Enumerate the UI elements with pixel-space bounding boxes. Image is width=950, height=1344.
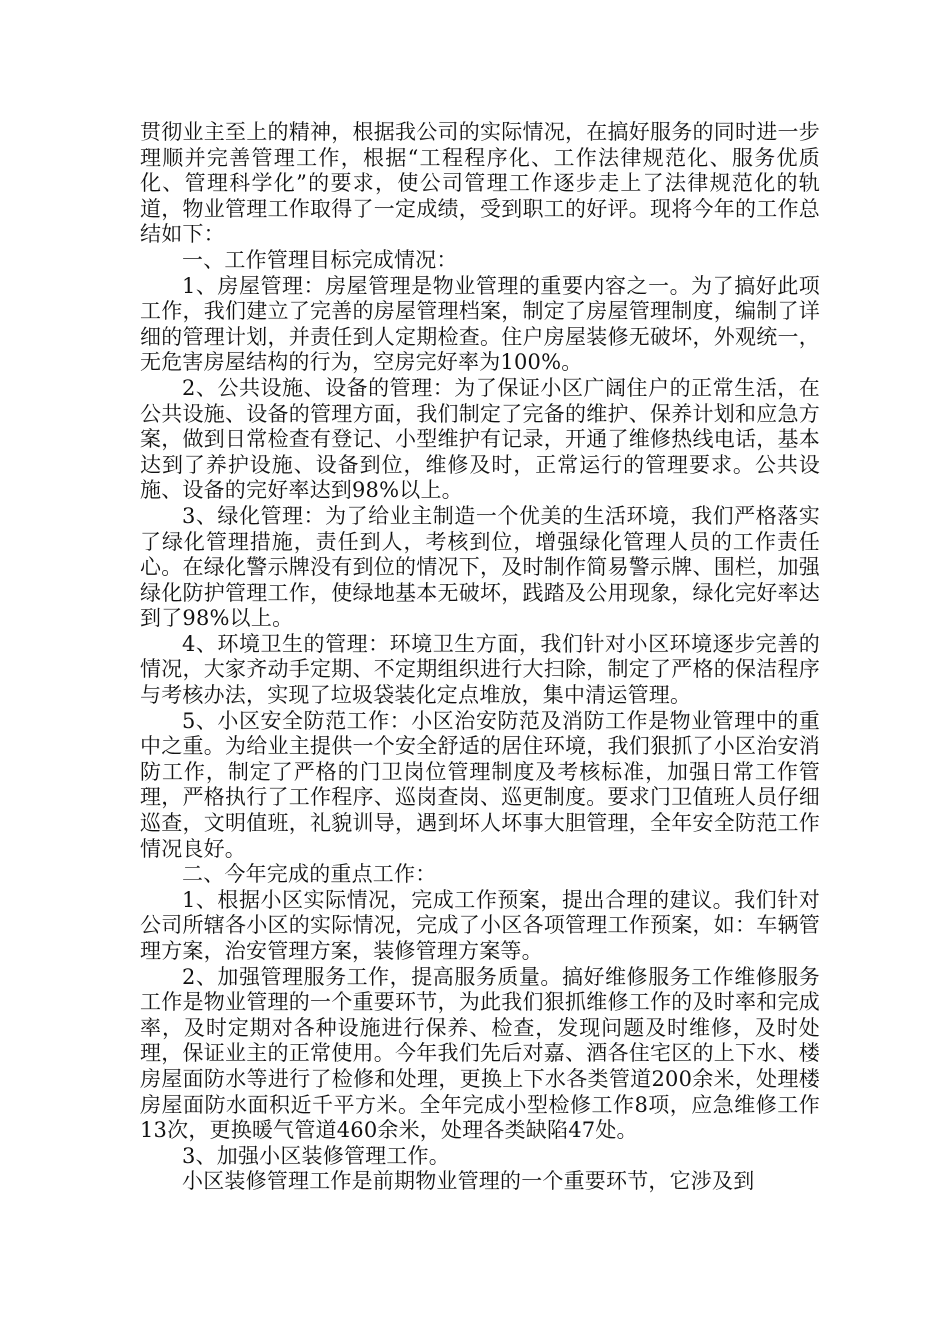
paragraph-work-plans: 1、根据小区实际情况，完成工作预案，提出合理的建议。我们针对公司所辖各小区的实际情况，完成了小区各项管理工作预案，如：车辆管理方案，治安管理方案，装修管理方案等。 [140,887,820,963]
paragraph-renovation-body: 小区装修管理工作是前期物业管理的一个重要环节，它涉及到 [182,1169,755,1194]
paragraph-service-quality: 2、加强管理服务工作，提高服务质量。搞好维修服务工作维修服务工作是物业管理的一个重要环节，为此我们狠抓维修工作的及时率和完成率，及时定期对各种设施进行保养、检查，发现问题及时维修，及时处理，保证业主的正常使用。今年我们先后对嘉、酒各住宅区的上下水、楼房屋面防水等进行了检修和处理，更换上下水各类管道200余米，处理楼房屋面防水面积近千平方米。全年完成小型检修工作8项，应急维修工作13次，更换暖气管道460余米，处理各类缺陷47处。 [140,964,820,1143]
paragraph-renovation-heading: 3、加强小区装修管理工作。 [182,1143,450,1168]
section-heading-1: 一、工作管理目标完成情况： [182,247,458,272]
paragraph-security: 5、小区安全防范工作：小区治安防范及消防工作是物业管理中的重中之重。为给业主提供一个安全舒适的居住环境，我们狠抓了小区治安消防工作，制定了严格的门卫岗位管理制度及考核标准，加强日常工作管理，严格执行了工作程序、巡岗查岗、巡更制度。要求门卫值班人员仔细巡查，文明值班，礼貌训导，遇到坏人坏事大胆管理，全年安全防范工作情况良好。 [140,708,820,861]
paragraph-housing-management: 1、房屋管理：房屋管理是物业管理的重要内容之一。为了搞好此项工作，我们建立了完善的房屋管理档案，制定了房屋管理制度，编制了详细的管理计划，并责任到人定期检查。住户房屋装修无破坏，外观统一，无危害房屋结构的行为，空房完好率为100%。 [140,273,820,375]
paragraph-greening: 3、绿化管理：为了给业主制造一个优美的生活环境，我们严格落实了绿化管理措施，责任到人，考核到位，增强绿化管理人员的工作责任心。在绿化警示牌没有到位的情况下，及时制作简易警示牌、围栏，加强绿化防护管理工作，使绿地基本无破坏，践踏及公用现象，绿化完好率达到了98%以上。 [140,503,820,631]
paragraph-sanitation: 4、环境卫生的管理：环境卫生方面，我们针对小区环境逐步完善的情况，大家齐动手定期、不定期组织进行大扫除，制定了严格的保洁程序与考核办法，实现了垃圾袋装化定点堆放，集中清运管理。 [140,631,820,708]
section-heading-2: 二、今年完成的重点工作： [182,862,437,887]
paragraph-public-facilities: 2、公共设施、设备的管理：为了保证小区广阔住户的正常生活，在公共设施、设备的管理方面，我们制定了完备的维护、保养计划和应急方案，做到日常检查有登记、小型维护有记录，开通了维修热线电话，基本达到了养护设施、设备到位，维修及时，正常运行的管理要求。公共设施、设备的完好率达到98%以上。 [140,375,820,503]
intro-paragraph: 贯彻业主至上的精神，根据我公司的实际情况，在搞好服务的同时进一步理顺并完善管理工作，根据“工程程序化、工作法律规范化、服务优质化、管理科学化”的要求，使公司管理工作逐步走上了法律规范化的轨道，物业管理工作取得了一定成绩，受到职工的好评。现将今年的工作总结如下： [140,120,820,247]
document-body [140,120,820,1195]
